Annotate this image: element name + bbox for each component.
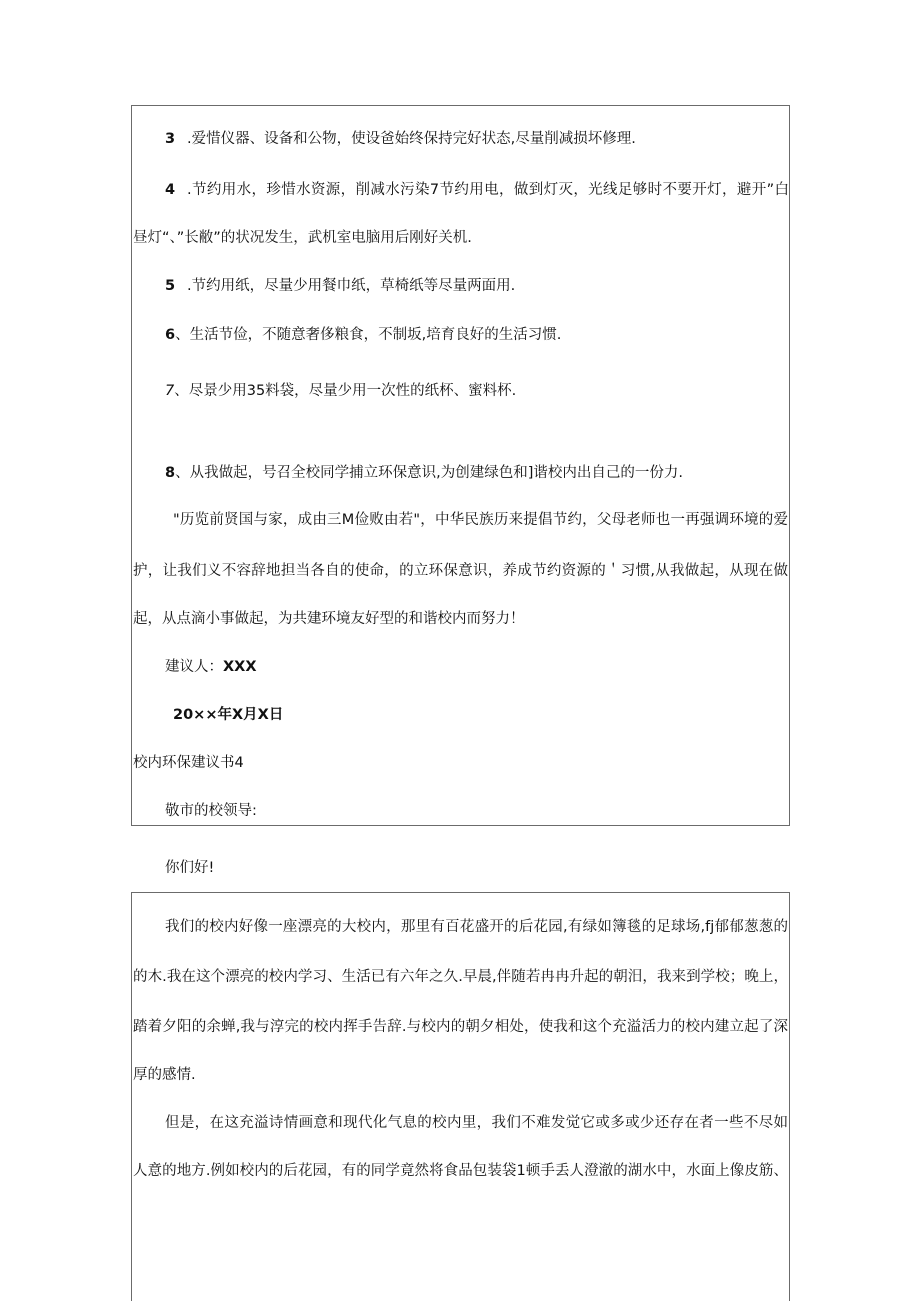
paragraph-line: 的木.我在这个漂亮的校内学习、生活已有六年之久.早晨,伴随若冉冉升起的朝汨，我来到学校；晚上， — [133, 969, 788, 985]
item-number: 7 — [165, 383, 175, 399]
salutation: 敬市的校领导: — [165, 803, 257, 819]
paragraph-line: 厚的感情. — [133, 1067, 196, 1083]
content-frame-2 — [131, 892, 790, 1301]
proposer-label: 建议人： — [165, 659, 223, 675]
item-number: 5 — [165, 278, 176, 294]
item-number: 3 — [165, 131, 176, 147]
item-number: 8 — [165, 465, 176, 481]
item-number: 4 — [165, 182, 176, 198]
paragraph-line: 人意的地方.例如校内的后花园，有的同学竟然将食品包装袋1顿手丢人澄澈的湖水中，水面上像皮筋、 — [133, 1163, 788, 1179]
list-item-8 — [165, 463, 683, 483]
item-text: 、尽景少用35料袋，尽量少用一次性的纸杯、蜜料杯. — [174, 383, 517, 399]
list-item-4 — [165, 180, 789, 200]
paragraph-line: 但是，在这充溢诗情画意和现代化气息的校内里，我们不难发觉它或多或少还存在者一些不尽如 — [165, 1115, 788, 1131]
item-text: .节约用水，珍惜水资源，削减水污染7节约用电，做到灯灭，光线足够时不要开灯，避开”白 — [187, 182, 789, 198]
paragraph-line: 起，从点滴小事做起，为共建环境友好型的和谐校内而努力！ — [133, 611, 525, 627]
list-item-7 — [165, 381, 516, 401]
list-item-5 — [165, 276, 515, 296]
date: 20××年X月X日 — [173, 707, 284, 723]
section-title: 校内环保建议书4 — [133, 755, 244, 771]
item-text: .爱惜仪器、设备和公物，使设爸始终保持完好状态,尽量削减损坏修理. — [187, 131, 636, 147]
list-item-4-continuation: 昼灯“、”长敝”的状况发生，武机室电脑用后刚好关机. — [133, 230, 472, 246]
paragraph-line: 踏着夕阳的余蝉,我与淳完的校内挥手告辞.与校内的朝夕相处，使我和这个充溢活力的校内建立起了深 — [133, 1019, 788, 1035]
list-item-3 — [165, 129, 636, 149]
item-number: 6 — [165, 327, 176, 343]
item-text: .节约用纸，尽量少用餐巾纸，草椅纸等尽量两面用. — [187, 278, 516, 294]
paragraph-line: 护，让我们义不容辞地担当各自的使命，的立环保意识，养成节约资源的＇习惯,从我做起，从现在做 — [133, 563, 788, 579]
greeting: 你们好! — [165, 860, 215, 876]
paragraph-line: 我们的校内好像一座漂亮的大校内，那里有百花盛开的后花园,有绿如簿毯的足球场,fj郁郁葱葱的 — [165, 919, 788, 935]
item-text: 、从我做起，号召全校同学捕立环保意识,为创建绿色和]谐校内出自己的一份力. — [175, 465, 683, 481]
list-item-6 — [165, 325, 561, 345]
proposer — [165, 657, 257, 677]
item-text: 、生活节俭，不随意奢侈粮食，不制坂,培育良好的生活习惯. — [175, 327, 562, 343]
proposer-name: XXX — [223, 659, 257, 675]
paragraph-line: "历览前贤国与家，成由三M俭败由若"，中华民族历来提倡节约，父母老师也一再强调环境的爱 — [173, 512, 788, 528]
